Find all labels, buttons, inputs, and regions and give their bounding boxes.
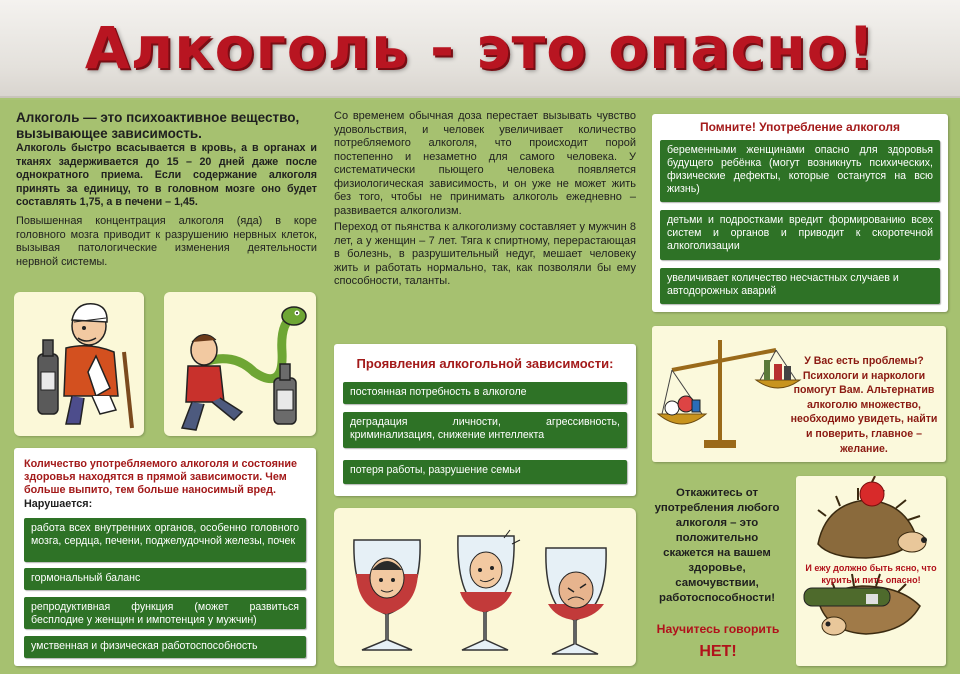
health-damage-subhead: Нарушается: <box>24 498 93 510</box>
help-card <box>652 326 946 462</box>
health-damage-intro-text: Количество употребляемого алкоголя и состояние здоровья находятся в прямой зависимости. Чем больше выпито, тем больше наносимый вред. <box>24 458 298 497</box>
remember-item-3: увеличивает количество несчастных случаев и автодорожных аварий <box>660 268 940 304</box>
health-item-2: гормональный баланс <box>24 568 306 590</box>
refuse-text: Откажитесь от употребления любого алкоголя – это положительно скажется на вашем здоровье, самочувствии, работоспособности! <box>654 487 780 604</box>
wine-glasses-illustration <box>334 508 636 666</box>
col1-lead: Алкоголь — это психоактивное вещество, вызывающее зависимость. <box>16 110 300 141</box>
col1-paragraph-2: Повышенная концентрация алкоголя (яда) в коре головного мозга приводит к разрушению нервных клеток, вызывая патологические изменения деятельности нервной системы. <box>16 214 317 268</box>
green-snake-icon <box>164 292 316 436</box>
health-item-3: репродуктивная функция (может развиться бесплодие у женщин и импотенция у мужчин) <box>24 597 306 629</box>
hedgehog-text: И ежу должно быть ясно, что курить и пить опасно! <box>805 563 937 585</box>
wine-glass-faces-icon <box>334 508 636 666</box>
injured-man-illustration <box>14 292 144 436</box>
health-damage-intro <box>24 458 310 498</box>
col2-paragraph-1: Со временем обычная доза перестает вызывать чувство удовольствия, и человек увеличивает количество потребляемого алкоголя, что происходит порой постепенно и незаметно для самого человека. У систематически пьющего человека появляется физиологическая зависимость, и он уже не может жить без того, чтобы не принимать алкоголь ежедневно – развивается алкоголизм. <box>334 110 636 217</box>
health-item-1: работа всех внутренних органов, особенно головного мозга, сердца, печени, поджелудочной железы, почек <box>24 518 306 562</box>
learn-text: Научитесь говорить <box>656 622 780 636</box>
page-title: Алкоголь - это опасно! <box>84 14 876 82</box>
help-text: У Вас есть проблемы? Психологи и наркологи помогут Вам. Альтернатив алкоголю множество, необходимо увидеть, найти и поверить, главное – желание. <box>790 355 938 455</box>
dependence-item-3: потеря работы, разрушение семьи <box>343 460 627 484</box>
snake-man-illustration <box>164 292 316 436</box>
col2-paragraph-2: Переход от пьянства к алкоголизму составляет у мужчин 8 лет, а у женщин – 7 лет. Тяга к спиртному, перерастающая в болезнь, в разрушительный недуг, мешает человеку жить и работать нормально, так, как позволяли бы ему способности, таланты. <box>334 221 636 287</box>
no-text: НЕТ! <box>699 643 737 660</box>
col1-text <box>16 110 317 269</box>
health-damage-card <box>14 448 316 666</box>
remember-item-1: беременными женщинами опасно для здоровья будущего ребёнка (могут возникнуть психических, физические дефекты, которые останутся на всю жизнь) <box>660 140 940 202</box>
dependence-item-2: деградация личности, агрессивность, криминализация, снижение интеллекта <box>343 412 627 448</box>
col1-paragraph-1: Алкоголь быстро всасывается в кровь, а в органах и тканях задерживается до 15 – 20 дней даже после однократного приема. Если содержание алкоголя принять за единицу, то в головном мозге оно будет составлять 1,75, а в печени – 1,45. <box>16 142 317 209</box>
header-banner <box>0 0 960 98</box>
balance-scales-icon <box>656 330 806 460</box>
dependence-signs-title: Проявления алкогольной зависимости: <box>356 356 614 371</box>
hedgehog-card <box>796 476 946 666</box>
remember-item-2: детьми и подростками вредит формированию всех систем и органов и приводит к скоротечной алкоголизации <box>660 210 940 260</box>
remember-card <box>652 114 948 312</box>
injured-man-icon <box>14 292 144 436</box>
dependence-signs-card <box>334 344 636 496</box>
health-item-4: умственная и физическая работоспособность <box>24 636 306 658</box>
remember-title: Помните! Употребление алкоголя <box>699 120 901 134</box>
dependence-item-1: постоянная потребность в алкоголе <box>343 382 627 404</box>
col2-text <box>334 110 636 289</box>
